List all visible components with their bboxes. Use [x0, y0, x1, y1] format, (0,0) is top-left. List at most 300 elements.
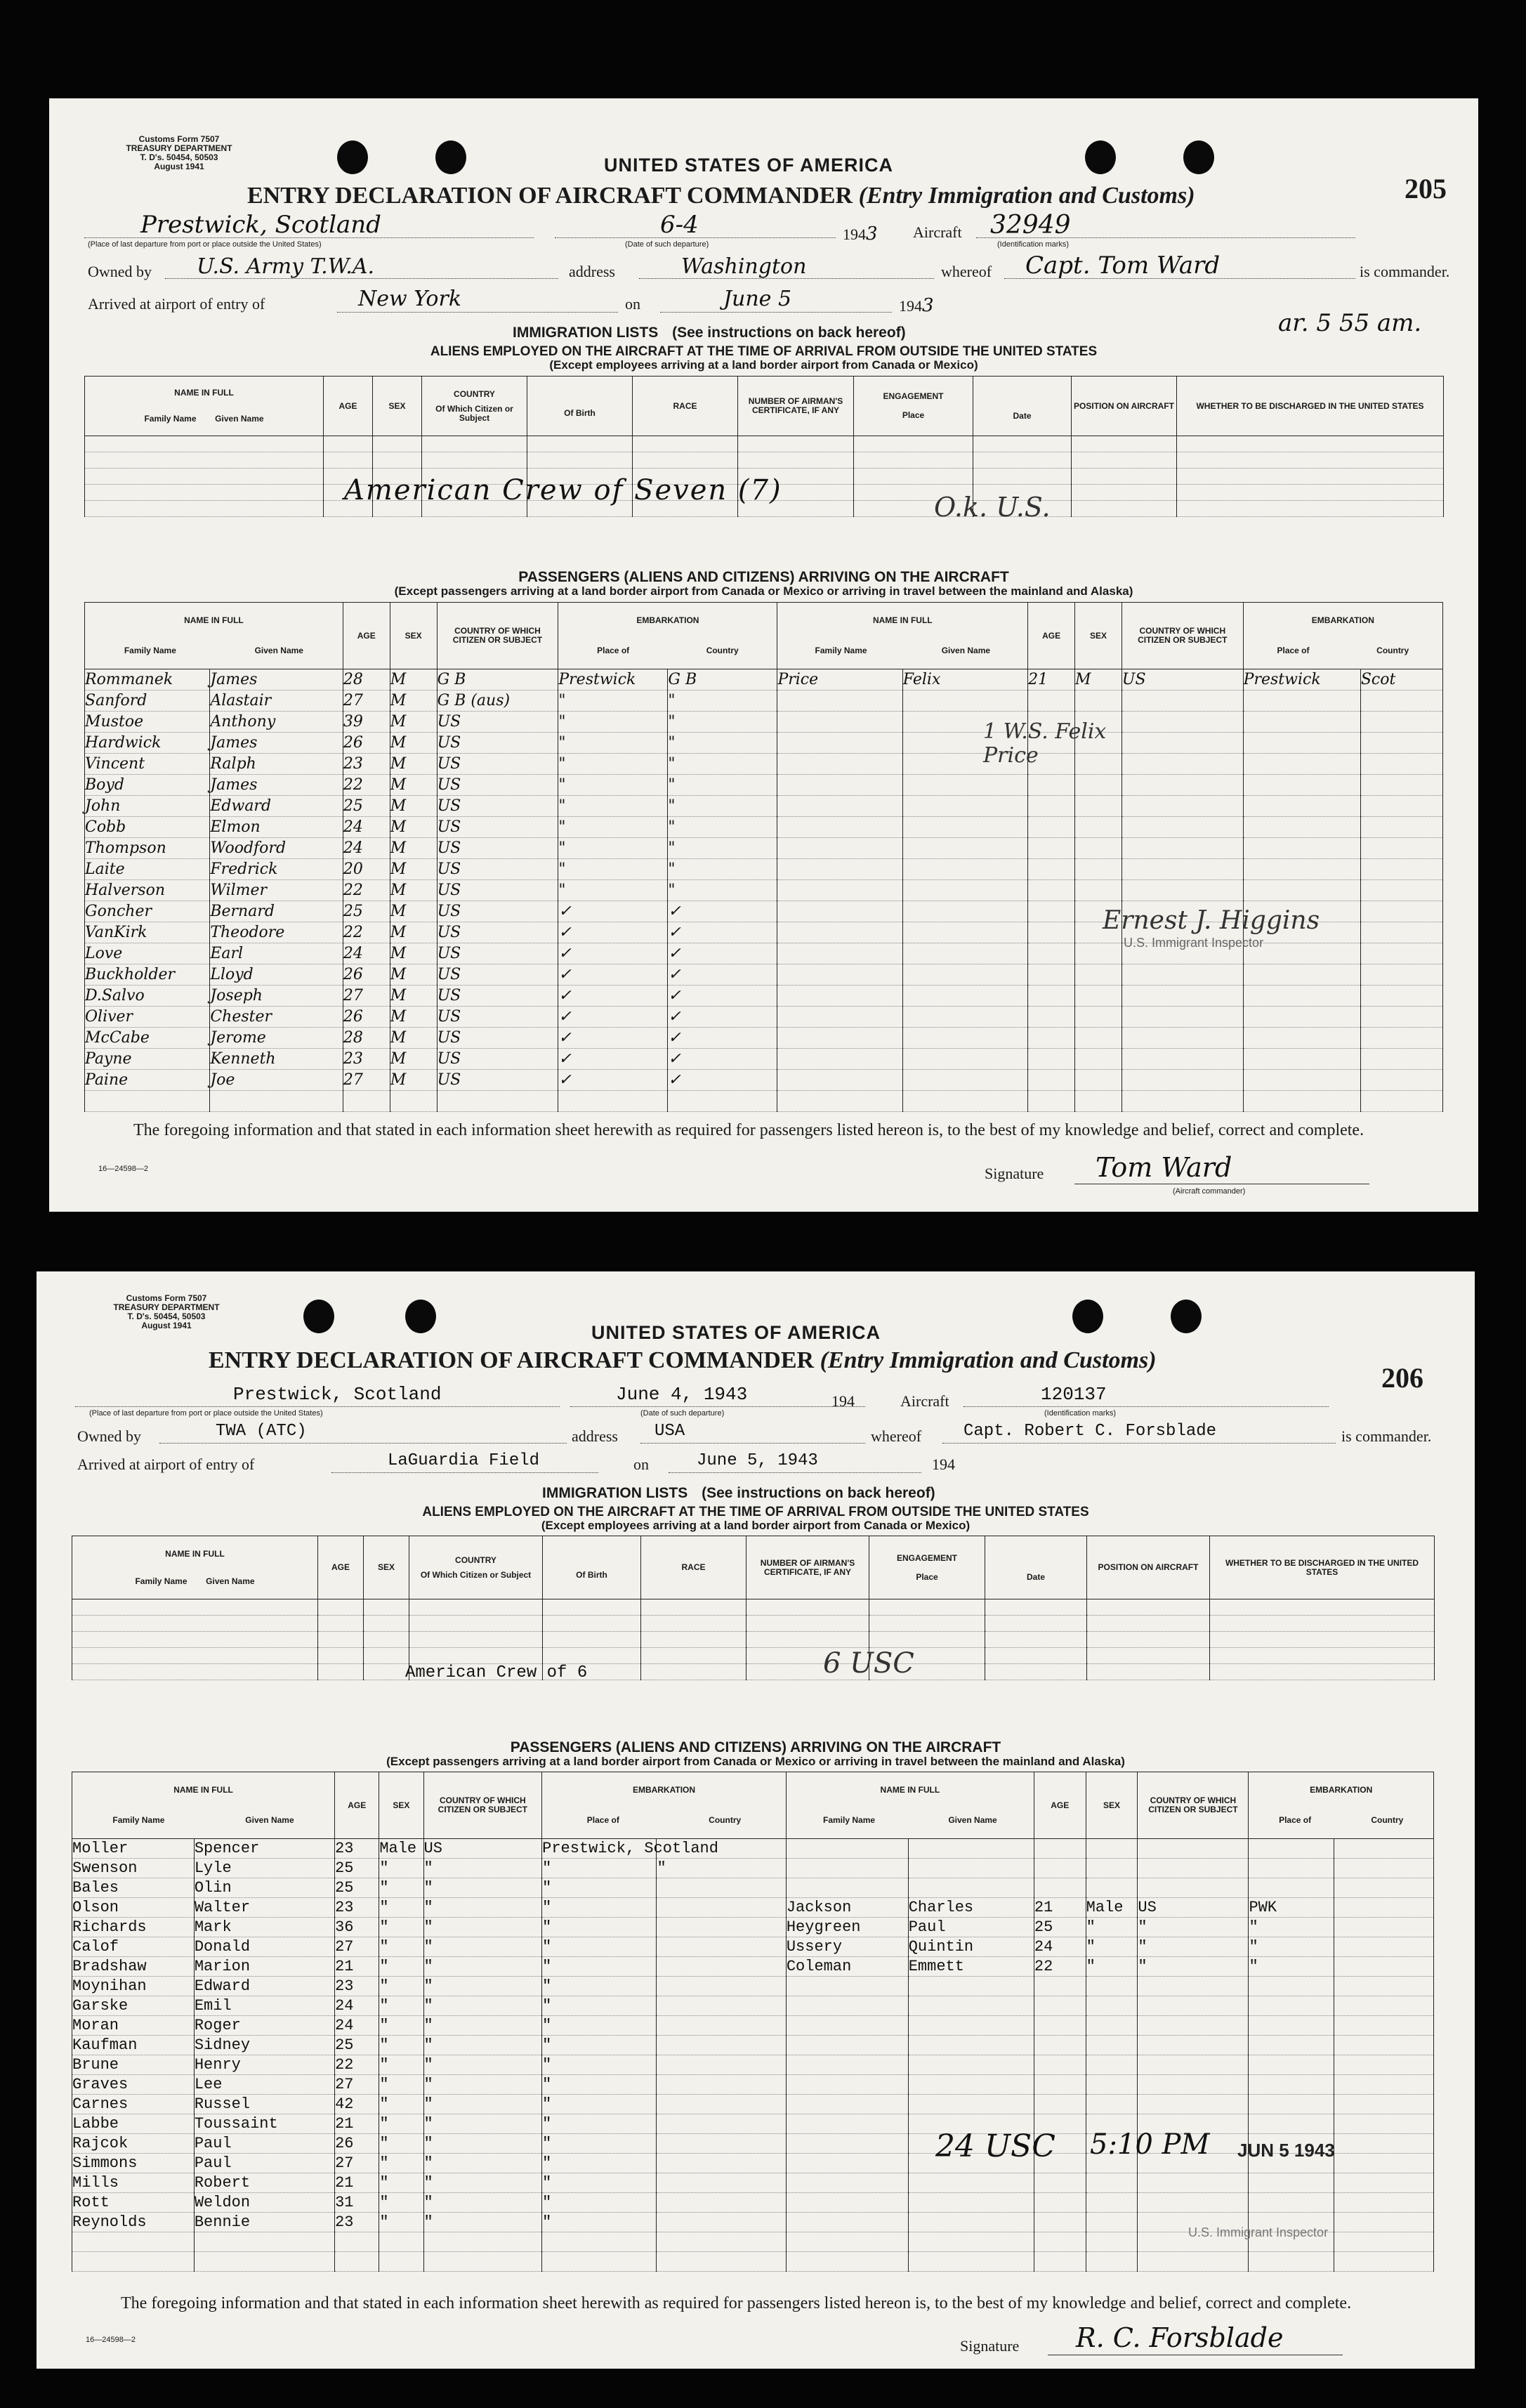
passenger-place: ": [558, 818, 566, 836]
punch-hole: [1072, 1300, 1103, 1333]
caption-place: (Place of last departure from port or place outside the United States): [88, 240, 322, 249]
commander-signature: R. C. Forsblade: [1076, 2322, 1284, 2353]
passenger-sex: M: [390, 1071, 407, 1089]
passenger-given: Lee: [194, 2076, 223, 2093]
passenger-given: Spencer: [194, 1840, 260, 1857]
owned-value: TWA (ATC): [216, 1422, 307, 1441]
passenger-country: ": [423, 2056, 433, 2074]
passenger-place: Prestwick, Scotland: [542, 1840, 718, 1857]
aircraft-label: Aircraft: [913, 223, 962, 241]
passenger-sex: M: [390, 671, 407, 688]
passenger-given: Toussaint: [194, 2115, 278, 2133]
whereof-label: whereof: [941, 263, 992, 280]
time-mark: 5:10 PM: [1090, 2128, 1210, 2161]
passenger-row: [85, 1007, 1443, 1028]
departure-place: Prestwick, Scotland: [140, 211, 381, 239]
passenger-family: Sanford: [85, 692, 147, 709]
passenger-place: ": [542, 1938, 552, 1956]
page-number: 206: [1381, 1362, 1423, 1394]
customs-form-label: Customs Form 7507: [138, 134, 220, 144]
passenger-given: Jerome: [210, 1029, 266, 1047]
declaration-sheet-205: [49, 98, 1478, 1212]
passenger-place: ✓: [558, 924, 572, 941]
passenger-row: [85, 817, 1443, 838]
passenger-country: US: [1122, 671, 1146, 688]
passenger-emb_country: ✓: [668, 924, 681, 941]
passenger-family: Moller: [72, 1840, 129, 1857]
passenger-age: 22: [343, 776, 363, 794]
passenger-family: Moran: [72, 2017, 119, 2034]
passenger-place: ✓: [558, 1071, 572, 1089]
passenger-given: Kenneth: [210, 1050, 276, 1068]
passenger-given: Sidney: [194, 2036, 251, 2054]
passenger-country: ": [423, 2213, 433, 2231]
passenger-sex: ": [379, 2154, 389, 2172]
passenger-place: ✓: [558, 966, 572, 983]
passenger-country: ": [423, 1918, 433, 1936]
passenger-family: Coleman: [786, 1958, 852, 1975]
passenger-sex: M: [390, 776, 407, 794]
passenger-country: ": [1138, 1958, 1147, 1975]
passenger-sex: ": [1086, 1958, 1096, 1975]
passenger-emb_country: ✓: [668, 1008, 681, 1026]
passenger-sex: M: [390, 1029, 407, 1047]
passenger-sex: ": [379, 1899, 389, 1916]
passenger-age: 28: [343, 1029, 363, 1047]
passenger-emb_country: ": [657, 1859, 666, 1877]
passenger-row: [72, 1957, 1434, 1977]
passenger-age: 23: [343, 1050, 363, 1068]
caption-date: (Date of such departure): [640, 1409, 725, 1418]
passenger-sex: Male: [379, 1840, 417, 1857]
passenger-country: US: [437, 839, 461, 857]
passenger-sex: M: [390, 734, 407, 752]
arrival-time: ar. 5 55 am.: [1278, 309, 1422, 337]
passenger-sex: M: [390, 987, 407, 1005]
passenger-row: [72, 2114, 1434, 2134]
passenger-family: Boyd: [85, 776, 124, 794]
passenger-given: Wilmer: [210, 882, 268, 899]
passenger-row: [72, 2095, 1434, 2114]
immigration-lists-heading: IMMIGRATION LISTS (See instructions on back hereof): [542, 1485, 935, 1501]
passenger-family: Price: [777, 671, 819, 688]
passenger-age: 27: [343, 692, 363, 709]
passenger-given: Woodford: [210, 839, 287, 857]
declaration-text: The foregoing information and that stated in each information sheet herewith as required for passengers listed hereon is, to the best of my knowledge and belief, correct and complete.: [133, 1121, 1364, 1139]
passenger-family: Ussery: [786, 1938, 843, 1956]
passenger-sex: ": [379, 1879, 389, 1897]
passenger-given: Emmett: [908, 1958, 964, 1975]
passenger-given: James: [210, 734, 258, 752]
passenger-family: D.Salvo: [85, 987, 145, 1005]
passenger-country: ": [423, 1859, 433, 1877]
passenger-country: US: [437, 861, 461, 878]
passenger-given: Felix: [902, 671, 941, 688]
passenger-given: Charles: [908, 1899, 974, 1916]
passenger-given: Theodore: [210, 924, 285, 941]
passenger-given: Ralph: [210, 755, 256, 773]
passenger-country: US: [437, 945, 461, 962]
passenger-place: ": [542, 2036, 552, 2054]
passenger-place: ": [558, 734, 566, 752]
crew-mark: O.k. U.S.: [934, 492, 1051, 523]
passenger-country: ": [423, 1977, 433, 1995]
passenger-family: Simmons: [72, 2154, 138, 2172]
passenger-country: US: [437, 797, 461, 815]
passenger-emb_country: ": [668, 818, 676, 836]
passenger-country: ": [1138, 1918, 1147, 1936]
passenger-row: [72, 1859, 1434, 1878]
passenger-family: Goncher: [85, 903, 152, 920]
declaration-text: The foregoing information and that stated in each information sheet herewith as required for passengers listed hereon is, to the best of my knowledge and belief, correct and complete.: [121, 2294, 1352, 2312]
customs-form-label: Customs Form 7507: [126, 1293, 207, 1303]
passenger-sex: M: [1075, 671, 1091, 688]
passengers-subheading: (Except passengers arriving at a land border airport from Canada or Mexico or arriving in travel between the mainland and Alaska): [386, 1755, 1125, 1768]
passenger-given: Walter: [194, 1899, 251, 1916]
passenger-age: 22: [343, 924, 363, 941]
passenger-family: Calof: [72, 1938, 119, 1956]
passenger-row: [85, 859, 1443, 880]
passenger-family: Kaufman: [72, 2036, 138, 2054]
passengers-subheading: (Except passengers arriving at a land border airport from Canada or Mexico or arriving in travel between the mainland and Alaska): [394, 584, 1133, 598]
passenger-country: ": [423, 2115, 433, 2133]
passenger-country: US: [437, 924, 461, 941]
passenger-place: ": [558, 713, 566, 731]
inspector-signature: Ernest J. Higgins: [1103, 906, 1320, 935]
passenger-sex: M: [390, 692, 407, 709]
year-value: 3: [866, 223, 878, 244]
commander-label: is commander.: [1341, 1427, 1432, 1445]
passenger-age: 36: [335, 1918, 354, 1936]
passenger-given: Paul: [908, 1918, 946, 1936]
passenger-sex: ": [379, 1859, 389, 1877]
passenger-family: Buckholder: [85, 966, 176, 983]
passenger-row: [72, 1937, 1434, 1957]
crew-note: American Crew of Seven (7): [344, 474, 782, 506]
passenger-sex: ": [1086, 1938, 1096, 1956]
passenger-country: US: [437, 1071, 461, 1089]
passenger-place: ": [542, 1879, 552, 1897]
tds-label: T. D's. 50454, 50503: [140, 152, 218, 162]
passenger-row: [72, 1918, 1434, 1937]
aliens-subheading: (Except employees arriving at a land border airport from Canada or Mexico): [541, 1519, 971, 1532]
passenger-age: 22: [335, 2056, 354, 2074]
passenger-given: Olin: [194, 1879, 232, 1897]
passenger-given: Russel: [194, 2095, 251, 2113]
passenger-age: 23: [335, 1899, 354, 1916]
passenger-family: Jackson: [786, 1899, 852, 1916]
passenger-age: 39: [343, 713, 363, 731]
passenger-given: Quintin: [908, 1938, 974, 1956]
passenger-place: ": [542, 1977, 552, 1995]
punch-hole: [1183, 140, 1214, 174]
passenger-family: Rott: [72, 2194, 110, 2211]
punch-hole: [337, 140, 368, 174]
whereof-label: whereof: [871, 1427, 922, 1445]
passenger-place: ✓: [558, 945, 572, 962]
caption-place: (Place of last departure from port or place outside the United States): [89, 1409, 323, 1418]
title-main: ENTRY DECLARATION OF AIRCRAFT COMMANDER: [247, 183, 853, 209]
passenger-sex: M: [390, 1050, 407, 1068]
passenger-given: Henry: [194, 2056, 241, 2074]
passenger-emb_country: ": [668, 713, 676, 731]
passenger-sex: ": [379, 1958, 389, 1975]
passenger-given: Marion: [194, 1958, 251, 1975]
form-code: 16—24598—2: [98, 1165, 148, 1173]
passenger-age: 21: [335, 2115, 354, 2133]
passenger-place: ": [558, 692, 566, 709]
passenger-row: [85, 1070, 1443, 1091]
passenger-given: Joseph: [210, 987, 263, 1005]
passenger-age: 25: [1034, 1918, 1053, 1936]
passenger-family: McCabe: [85, 1029, 150, 1047]
passenger-row: [72, 1977, 1434, 1996]
departure-date: June 4, 1943: [616, 1384, 748, 1405]
passenger-country: US: [437, 734, 461, 752]
passenger-age: 22: [1034, 1958, 1053, 1975]
passenger-age: 24: [1034, 1938, 1053, 1956]
passenger-age: 20: [343, 861, 363, 878]
passenger-country: ": [423, 2135, 433, 2152]
passenger-row: [72, 2036, 1434, 2055]
passenger-age: 26: [343, 966, 363, 983]
passenger-row: [85, 775, 1443, 796]
year-label: 1943: [843, 223, 878, 244]
passenger-sex: ": [379, 1977, 389, 1995]
aliens-subheading: (Except employees arriving at a land border airport from Canada or Mexico): [549, 358, 978, 372]
passenger-country: ": [423, 1958, 433, 1975]
arr-year-label: 194: [932, 1455, 955, 1473]
passenger-family: Labbe: [72, 2115, 119, 2133]
passenger-country: G B (aus): [437, 692, 511, 709]
passenger-age: 25: [335, 1859, 354, 1877]
passenger-given: Earl: [210, 945, 244, 962]
passenger-row: [85, 1049, 1443, 1070]
passenger-row: [85, 733, 1443, 754]
passenger-country: US: [437, 713, 461, 731]
passenger-age: 27: [343, 987, 363, 1005]
passenger-row: [85, 669, 1443, 691]
passenger-sex: ": [379, 2174, 389, 2192]
owned-label: Owned by: [88, 263, 152, 280]
passenger-place: ": [1249, 1958, 1258, 1975]
passenger-place: ": [542, 1859, 552, 1877]
passenger-age: 23: [335, 1840, 354, 1857]
passenger-age: 42: [335, 2095, 354, 2113]
aliens-heading: ALIENS EMPLOYED ON THE AIRCRAFT AT THE TIME OF ARRIVAL FROM OUTSIDE THE UNITED STATES: [430, 344, 1098, 359]
departure-date: 6-4: [660, 211, 699, 239]
passenger-place: ": [542, 2194, 552, 2211]
passenger-family: Laite: [85, 861, 125, 878]
passenger-given: Roger: [194, 2017, 241, 2034]
passenger-age: 24: [335, 1997, 354, 2015]
punch-hole: [435, 140, 466, 174]
passenger-age: 23: [335, 2213, 354, 2231]
passenger-given: Anthony: [210, 713, 276, 731]
aircraft-label: Aircraft: [900, 1392, 949, 1410]
passenger-family: VanKirk: [85, 924, 147, 941]
passenger-sex: M: [390, 882, 407, 899]
passenger-sex: M: [390, 1008, 407, 1026]
passenger-family: Moynihan: [72, 1977, 147, 1995]
passenger-row: [85, 691, 1443, 712]
passenger-country: US: [437, 776, 461, 794]
passenger-place: ": [542, 1918, 552, 1936]
passenger-emb_country: ✓: [668, 1071, 681, 1089]
passenger-sex: M: [390, 755, 407, 773]
passenger-place: ": [1249, 1938, 1258, 1956]
passenger-place: ": [542, 2154, 552, 2172]
address-label: address: [572, 1427, 618, 1445]
passenger-emb_country: ": [668, 734, 676, 752]
passenger-row: [72, 2016, 1434, 2036]
passenger-age: 27: [343, 1071, 363, 1089]
passenger-country: ": [423, 2017, 433, 2034]
passenger-country: US: [1138, 1899, 1157, 1916]
passenger-age: 25: [343, 797, 363, 815]
passenger-place: Prestwick: [1243, 671, 1321, 688]
passenger-row: [72, 2154, 1434, 2173]
passenger-sex: ": [379, 2056, 389, 2074]
passenger-emb_country: Scot: [1360, 671, 1396, 688]
passenger-row: [72, 2193, 1434, 2213]
right-handwritten-mark: 1 W.S. Felix Price: [983, 719, 1107, 768]
passenger-place: ": [558, 839, 566, 857]
passenger-sex: ": [379, 2115, 389, 2133]
passenger-given: Alastair: [210, 692, 272, 709]
aircraft-value: 120137: [1041, 1384, 1107, 1405]
passenger-place: ✓: [558, 987, 572, 1005]
passenger-sex: M: [390, 924, 407, 941]
passenger-place: ": [542, 2135, 552, 2152]
passenger-country: ": [423, 1899, 433, 1916]
passenger-place: ": [542, 2017, 552, 2034]
passenger-sex: ": [379, 1918, 389, 1936]
passenger-emb_country: ": [668, 882, 676, 899]
passenger-row: [85, 1028, 1443, 1049]
year-label: 194: [831, 1392, 855, 1410]
passenger-family: Richards: [72, 1918, 147, 1936]
passenger-age: 25: [343, 903, 363, 920]
passenger-emb_country: ": [668, 776, 676, 794]
punch-hole: [1171, 1300, 1202, 1333]
passenger-family: Olson: [72, 1899, 119, 1916]
passenger-sex: M: [390, 945, 407, 962]
owned-value: U.S. Army T.W.A.: [197, 254, 375, 279]
passenger-family: Bradshaw: [72, 1958, 147, 1975]
passenger-family: Paine: [85, 1071, 129, 1089]
arr-year-value: 3: [922, 295, 934, 316]
passenger-country: G B: [437, 671, 466, 688]
caption-date: (Date of such departure): [625, 240, 709, 249]
commander-label: is commander.: [1360, 263, 1450, 280]
date-stamp: JUN 5 1943: [1237, 2140, 1335, 2161]
passenger-place: PWK: [1249, 1899, 1277, 1916]
passenger-row: [72, 2075, 1434, 2095]
country-title: UNITED STATES OF AMERICA: [604, 155, 893, 176]
passenger-country: US: [437, 882, 461, 899]
passenger-place: ": [542, 2076, 552, 2093]
punch-hole: [1085, 140, 1116, 174]
passenger-sex: M: [390, 713, 407, 731]
form-header-block: [72, 1294, 261, 1330]
address-value: Washington: [681, 254, 807, 279]
passenger-country: US: [437, 1029, 461, 1047]
arrival-date: June 5, 1943: [697, 1451, 818, 1470]
passenger-country: US: [423, 1840, 442, 1857]
passenger-age: 24: [343, 839, 363, 857]
passenger-age: 21: [1034, 1899, 1053, 1916]
punch-hole: [405, 1300, 436, 1333]
passenger-given: Lloyd: [210, 966, 254, 983]
passenger-given: Elmon: [210, 818, 261, 836]
address-label: address: [569, 263, 615, 280]
passenger-row: [72, 1839, 1434, 1859]
country-title: UNITED STATES OF AMERICA: [591, 1322, 881, 1343]
passenger-country: US: [437, 1050, 461, 1068]
passenger-country: ": [423, 1997, 433, 2015]
passenger-sex: M: [390, 818, 407, 836]
inspector-stamp: U.S. Immigrant Inspector: [1124, 936, 1264, 950]
passenger-age: 22: [343, 882, 363, 899]
passenger-age: 24: [343, 818, 363, 836]
passenger-family: Graves: [72, 2076, 129, 2093]
passengers-heading: PASSENGERS (ALIENS AND CITIZENS) ARRIVING ON THE AIRCRAFT: [510, 1739, 1001, 1755]
passenger-given: Robert: [194, 2174, 251, 2192]
passenger-country: ": [423, 2076, 433, 2093]
passenger-place: ": [542, 2095, 552, 2113]
form-code: 16—24598—2: [86, 2336, 136, 2344]
aliens-table: NAME IN FULL Family Name Given Name AGE SEX COUNTRY Of Which Citizen or Subject Of Birth RACE NUMBER OF AIRMAN'S CERTIFICATE, IF ANY ENGAGEMENT Place Date POSITION ON AIRCRAFT WHETHER TO BE DISCHARGED IN THE UNITED STATES: [72, 1536, 1435, 1680]
treasury-label: TREASURY DEPARTMENT: [113, 1302, 220, 1312]
passenger-emb_country: ✓: [668, 1050, 681, 1068]
passenger-family: Vincent: [85, 755, 145, 773]
passenger-sex: ": [379, 2076, 389, 2093]
passenger-place: ": [542, 1958, 552, 1975]
passenger-family: Halverson: [85, 882, 166, 899]
arrival-date: June 5: [723, 287, 792, 311]
declaration-sheet-206: [37, 1271, 1475, 2369]
passenger-country: ": [423, 2194, 433, 2211]
form-header-block: [84, 135, 274, 171]
passenger-row: [72, 1898, 1434, 1918]
signature-label: Signature: [960, 2337, 1020, 2355]
caption-ident: (Identification marks): [997, 240, 1070, 249]
title-paren: (Entry Immigration and Customs): [820, 1347, 1157, 1373]
crew-note: American Crew of 6: [405, 1663, 588, 1682]
passenger-row: [72, 2134, 1434, 2154]
passenger-sex: ": [379, 2036, 389, 2054]
count-mark: 24 USC: [935, 2128, 1055, 2164]
passenger-given: Edward: [194, 1977, 251, 1995]
passenger-sex: M: [390, 797, 407, 815]
passenger-age: 21: [1028, 671, 1048, 688]
passenger-given: James: [210, 776, 258, 794]
passenger-family: Mills: [72, 2174, 119, 2192]
crew-mark: 6 USC: [823, 1647, 914, 1680]
passenger-row: [85, 754, 1443, 775]
passenger-emb_country: ✓: [668, 966, 681, 983]
passenger-row: [85, 880, 1443, 901]
arrived-label: Arrived at airport of entry of: [77, 1455, 255, 1473]
passenger-place: ": [558, 776, 566, 794]
passengers-heading: PASSENGERS (ALIENS AND CITIZENS) ARRIVING ON THE AIRCRAFT: [518, 569, 1009, 585]
passenger-age: 26: [335, 2135, 354, 2152]
passenger-given: Weldon: [194, 2194, 251, 2211]
passenger-family: Reynolds: [72, 2213, 147, 2231]
title-paren: (Entry Immigration and Customs): [858, 183, 1195, 209]
passenger-given: Paul: [194, 2135, 232, 2152]
